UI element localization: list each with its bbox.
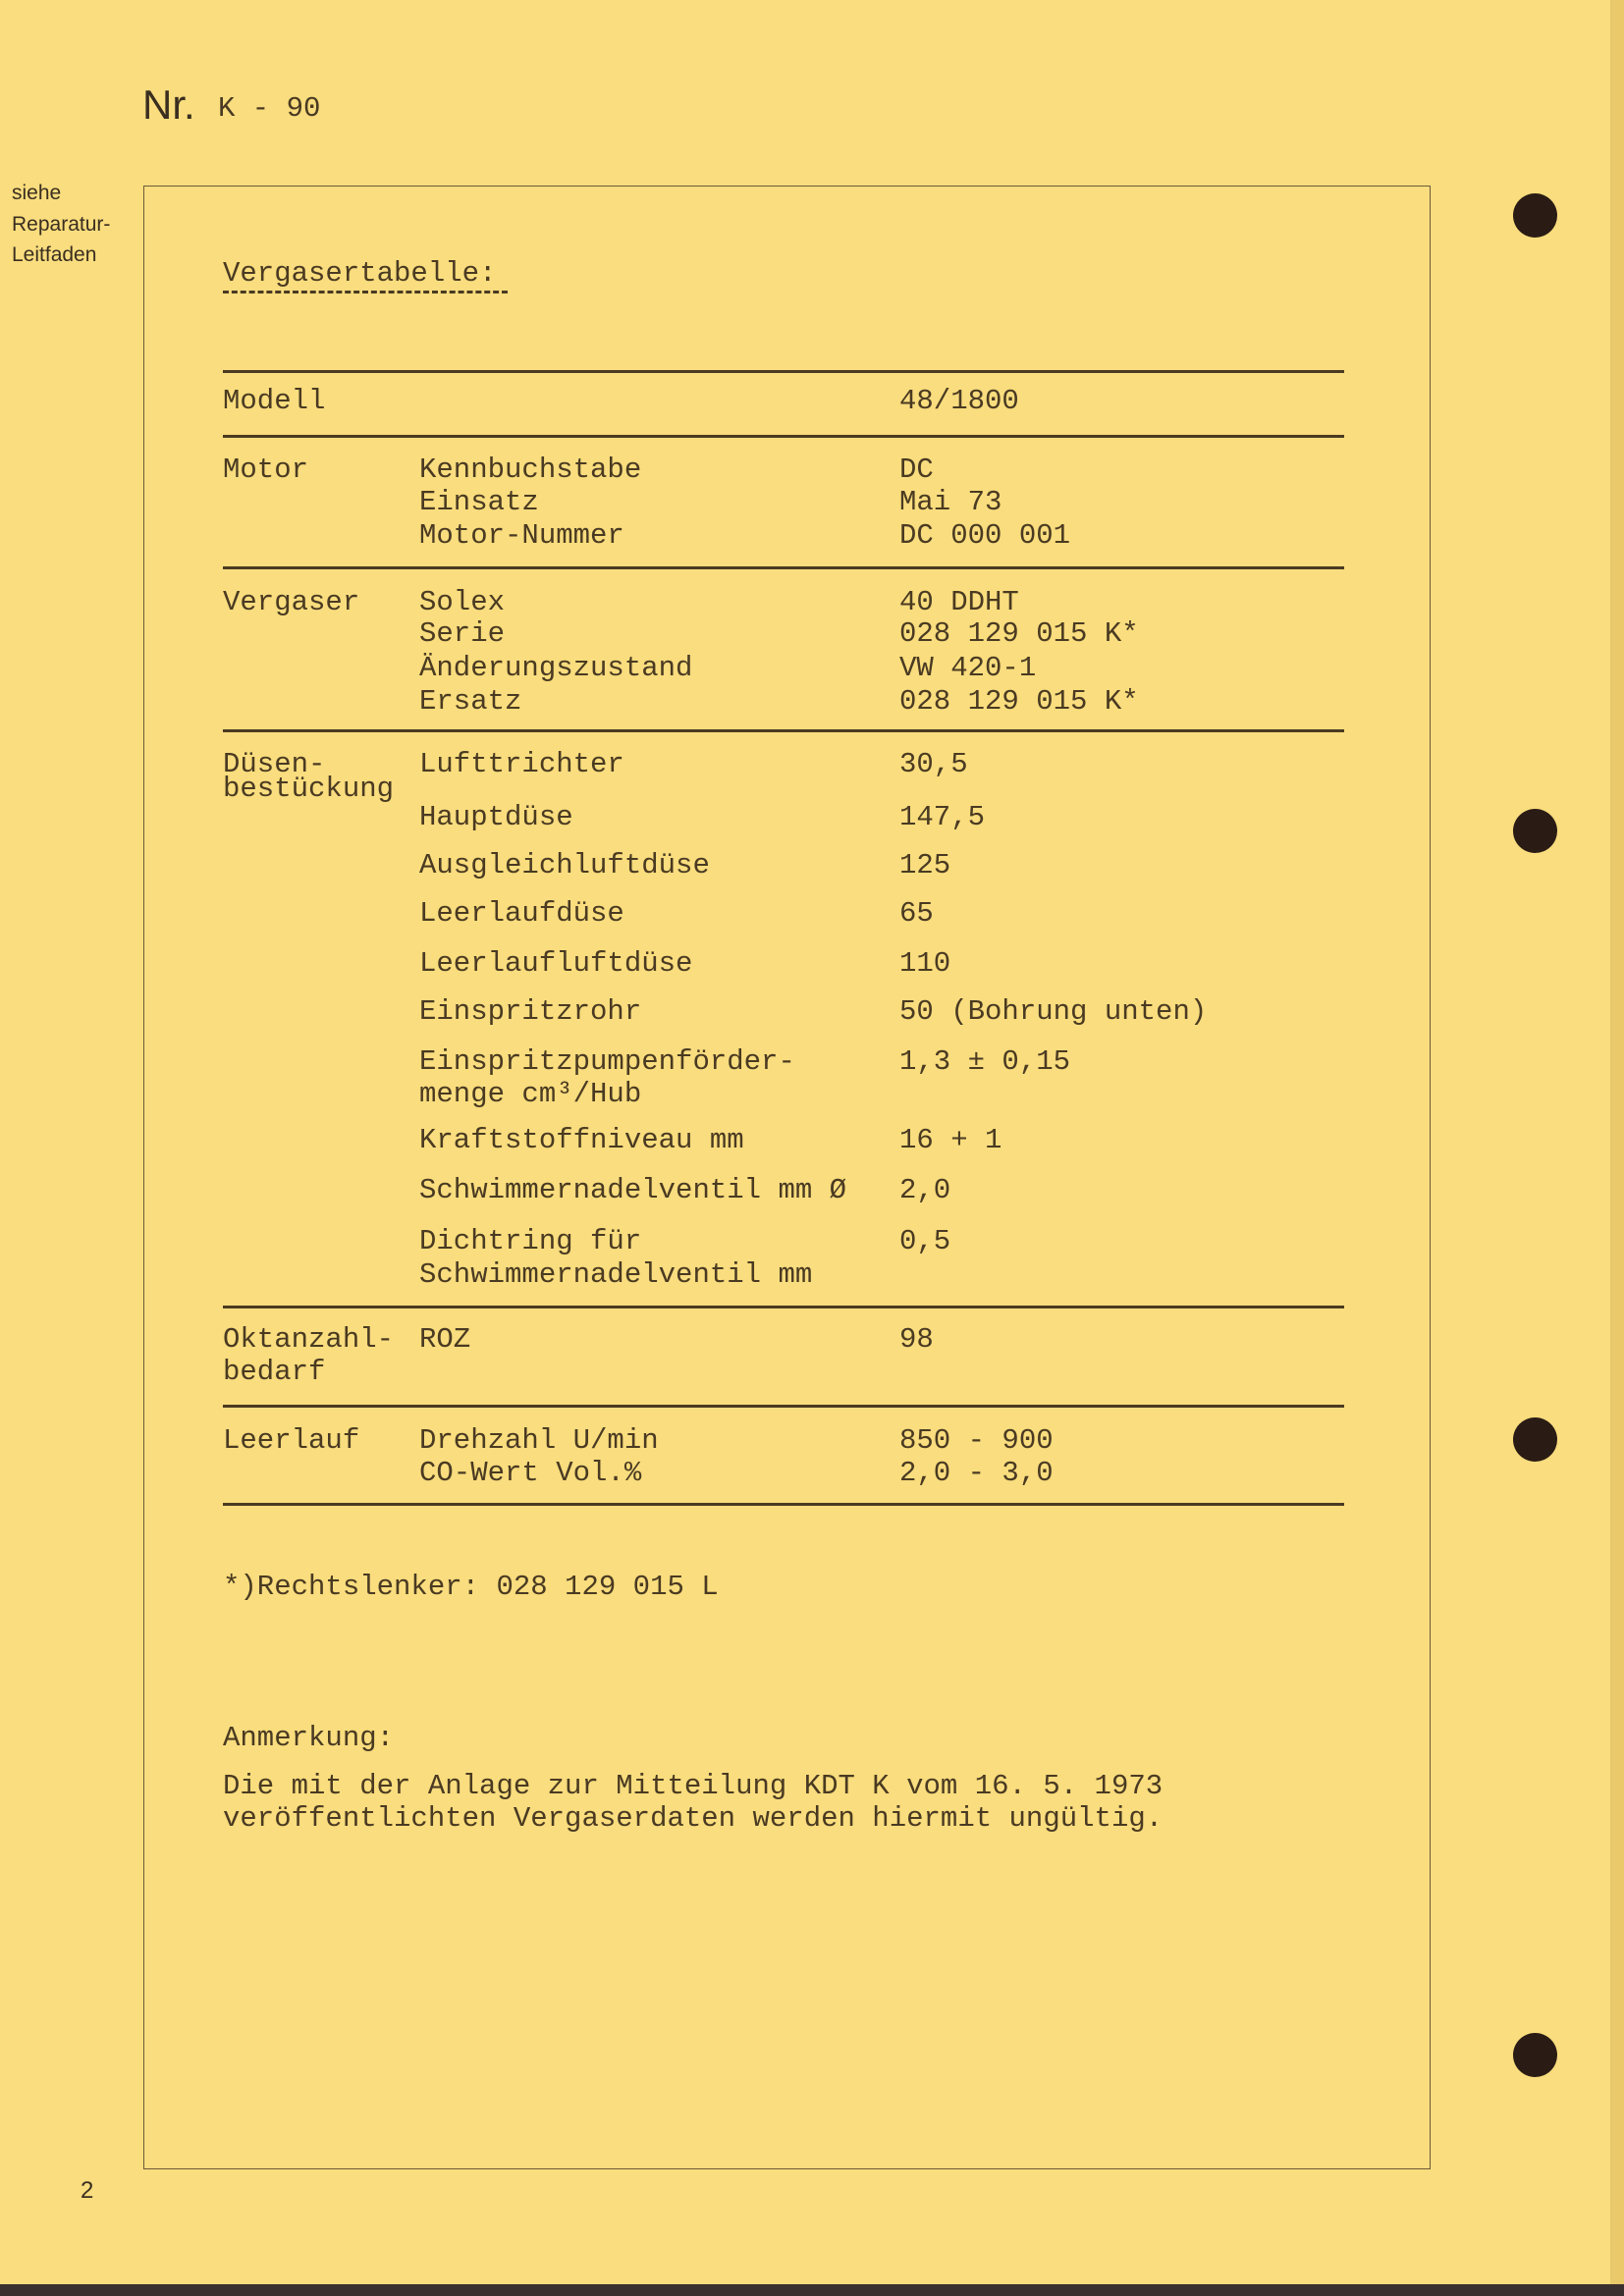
row-group: Vergaser: [223, 586, 360, 618]
punch-hole: [1513, 1417, 1557, 1462]
row-value: 0,5: [899, 1225, 951, 1257]
footnote: *)Rechtslenker: 028 129 015 L: [223, 1571, 719, 1603]
row-label: Drehzahl U/min: [419, 1424, 659, 1457]
table-rule: [223, 1306, 1344, 1308]
row-value: 110: [899, 947, 951, 980]
row-label: Ersatz: [419, 685, 522, 718]
table-rule: [223, 566, 1344, 569]
row-value: 2,0 - 3,0: [899, 1457, 1054, 1489]
row-value: 850 - 900: [899, 1424, 1054, 1457]
table-rule: [223, 370, 1344, 373]
row-value: 48/1800: [899, 385, 1019, 417]
remark-line: veröffentlichten Vergaserdaten werden hiermit ungültig.: [223, 1802, 1164, 1835]
scan-bottom-edge: [0, 2284, 1624, 2296]
row-group: Düsen-: [223, 748, 326, 780]
row-label: Kraftstoffniveau mm: [419, 1124, 744, 1156]
row-value: VW 420-1: [899, 652, 1037, 684]
row-value: DC 000 001: [899, 519, 1071, 552]
row-value: 125: [899, 849, 951, 881]
row-label: Änderungszustand: [419, 652, 693, 684]
row-label: Solex: [419, 586, 506, 618]
row-label: Leerlaufluftdüse: [419, 947, 693, 980]
row-label: Einspritzpumpenförder-: [419, 1045, 795, 1078]
paper-edge: [1610, 0, 1624, 2296]
table-rule: [223, 729, 1344, 732]
row-label: Ausgleichluftdüse: [419, 849, 710, 881]
row-value: 40 DDHT: [899, 586, 1019, 618]
punch-hole: [1513, 2033, 1557, 2077]
row-label: Schwimmernadelventil mm: [419, 1258, 813, 1291]
row-group: Oktanzahl-: [223, 1323, 395, 1356]
row-value: 16 + 1: [899, 1124, 1002, 1156]
row-value: Mai 73: [899, 486, 1002, 518]
page-title: Vergasertabelle:: [223, 257, 497, 290]
row-value: 50 (Bohrung unten): [899, 995, 1208, 1028]
row-group: Leerlauf: [223, 1424, 360, 1457]
row-label: Hauptdüse: [419, 801, 573, 833]
row-label: Kennbuchstabe: [419, 454, 642, 486]
row-value: 98: [899, 1323, 934, 1356]
row-value: 028 129 015 K*: [899, 617, 1139, 650]
table-rule: [223, 435, 1344, 438]
row-label: menge cm³/Hub: [419, 1078, 642, 1110]
table-rule: [223, 1405, 1344, 1408]
row-value: 30,5: [899, 748, 968, 780]
row-value: DC: [899, 454, 934, 486]
row-label: Dichtring für: [419, 1225, 642, 1257]
row-group: Motor: [223, 454, 309, 486]
row-label: Einspritzrohr: [419, 995, 642, 1028]
row-label: Motor-Nummer: [419, 519, 624, 552]
row-label: Serie: [419, 617, 506, 650]
row-label: Schwimmernadelventil mm Ø: [419, 1174, 847, 1206]
punch-hole: [1513, 193, 1557, 238]
row-group: Modell: [223, 385, 326, 417]
remark-line: Die mit der Anlage zur Mitteilung KDT K vom 16. 5. 1973: [223, 1770, 1164, 1802]
row-label: Leerlaufdüse: [419, 897, 624, 930]
row-label: CO-Wert Vol.%: [419, 1457, 642, 1489]
row-value: 2,0: [899, 1174, 951, 1206]
title-underline: [223, 291, 508, 294]
row-group: bestückung: [223, 773, 395, 805]
row-group: bedarf: [223, 1356, 326, 1388]
table-rule: [223, 1503, 1344, 1506]
side-note-line: Reparatur-: [12, 213, 111, 236]
row-value: 65: [899, 897, 934, 930]
remark-heading: Anmerkung:: [223, 1722, 395, 1754]
document-number: K - 90: [218, 92, 321, 125]
row-label: Einsatz: [419, 486, 539, 518]
row-label: ROZ: [419, 1323, 471, 1356]
side-note-line: Leitfaden: [12, 243, 97, 266]
document-number-label: Nr.: [142, 81, 195, 128]
page-number: 2: [81, 2177, 94, 2204]
row-value: 147,5: [899, 801, 986, 833]
row-label: Lufttrichter: [419, 748, 624, 780]
row-value: 028 129 015 K*: [899, 685, 1139, 718]
row-value: 1,3 ± 0,15: [899, 1045, 1071, 1078]
side-note-line: siehe: [12, 182, 62, 204]
punch-hole: [1513, 809, 1557, 853]
